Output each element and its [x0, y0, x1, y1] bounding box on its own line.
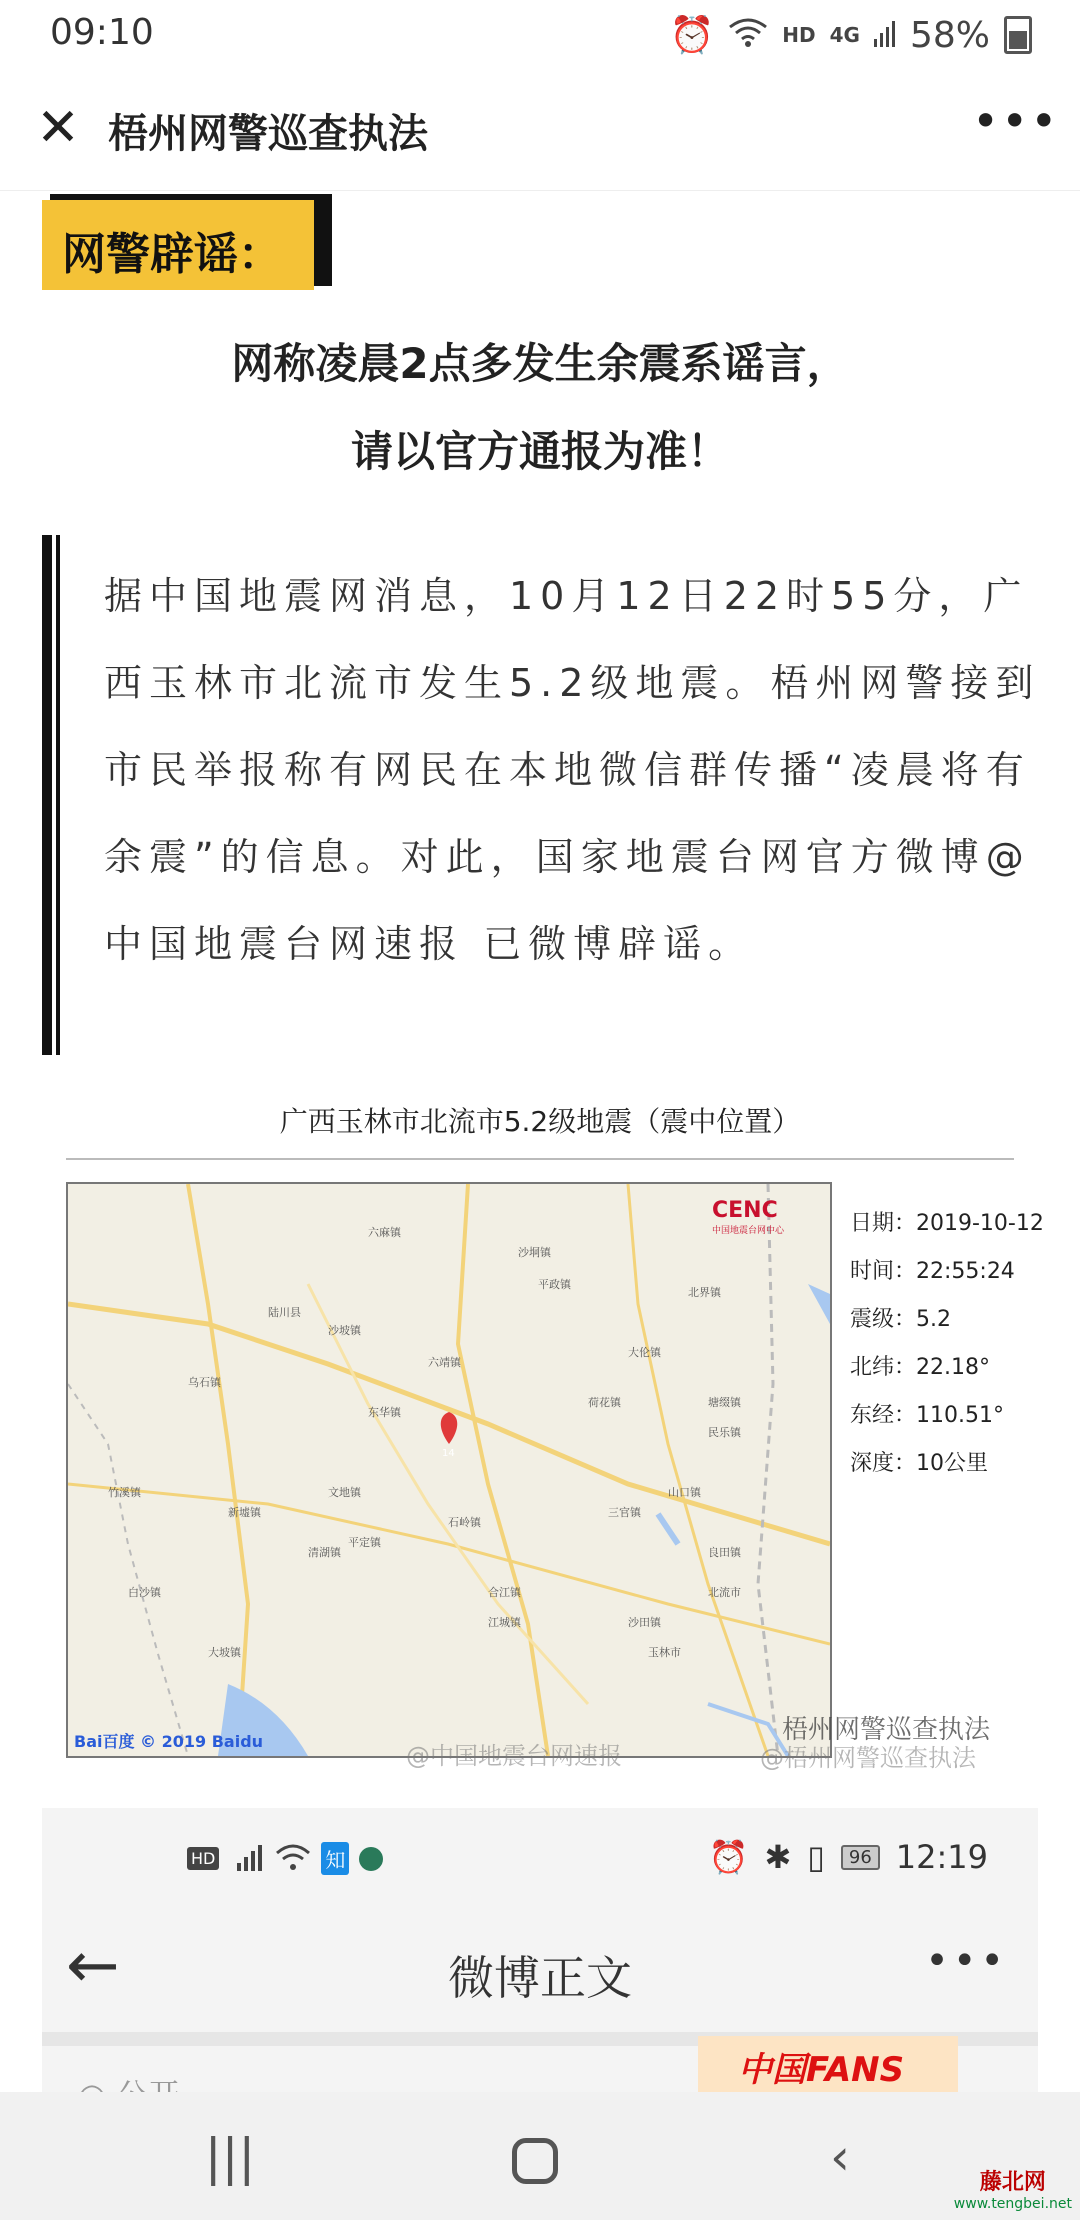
baidu-logo: Bai百度 © 2019 Baidu [74, 1732, 264, 1751]
battery-icon-embedded: 96 [841, 1845, 880, 1870]
embedded-weibo-screenshot [42, 1808, 1038, 2108]
weibo-nav-bar [42, 1908, 1038, 2032]
battery-icon [1004, 16, 1032, 54]
map-image [66, 1182, 832, 1758]
site-watermark [954, 2165, 1072, 2212]
recents-icon[interactable]: ||| [204, 2128, 256, 2186]
status-icons [669, 14, 1032, 56]
map-place-label: 大坡镇 [208, 1646, 241, 1659]
map-title: 广西玉林市北流市5.2级地震（震中位置） [279, 1105, 801, 1138]
map-place-label: 荷花镇 [588, 1396, 621, 1409]
home-icon[interactable] [495, 2122, 575, 2192]
weibo-title: 微博正文 [448, 1951, 632, 2005]
alarm-icon-embedded: ⏰ [708, 1838, 749, 1876]
article-quote [42, 535, 1041, 1055]
bluetooth-icon: ✱ [764, 1838, 792, 1876]
map-place-label: 石岭镇 [448, 1516, 481, 1529]
map-place-label: 白沙镇 [128, 1586, 161, 1599]
system-nav-bar [0, 2092, 1080, 2220]
signal-icon [874, 15, 896, 56]
site-url: www.tengbei.net [953, 2196, 1072, 2212]
embedded-status-bar [42, 1808, 1038, 1908]
map-place-label: 平政镇 [538, 1278, 571, 1291]
embedded-status-right [709, 1838, 988, 1876]
back-arrow-icon[interactable]: ← [66, 1929, 120, 2003]
vibrate-icon: ▯ [807, 1838, 825, 1876]
more-options-icon[interactable]: ••• [972, 94, 1060, 148]
headline-line-2: 请以官方通报为准！ [350, 427, 729, 476]
zhihu-icon: 知 [321, 1842, 349, 1875]
quake-magnitude: 震级：5.2 [850, 1307, 951, 1332]
map-place-label: 玉林市 [648, 1646, 681, 1659]
map-place-label: 沙田镇 [628, 1616, 661, 1629]
page-title: 梧州网警巡查执法 [108, 111, 428, 157]
earthquake-map-figure [60, 1090, 1044, 1780]
map-place-label: 北界镇 [688, 1286, 721, 1299]
embedded-status-left [187, 1842, 383, 1875]
epicenter-label: 14 [442, 1448, 455, 1459]
map-title-divider [66, 1158, 1014, 1160]
map-place-label: 北流市 [708, 1586, 741, 1599]
hd-chip-icon: HD [187, 1847, 219, 1870]
status-bar [0, 0, 1080, 70]
quake-date: 日期：2019-10-12 [850, 1211, 1044, 1236]
map-place-label: 乌石镇 [188, 1376, 221, 1389]
quote-bar-thin [56, 535, 60, 1055]
badge-text: 网警辟谣： [62, 229, 282, 280]
cenc-logo: CENC 中国地震台网中心 [712, 1198, 785, 1236]
status-time: 09:10 [50, 12, 154, 53]
map-place-label: 文地镇 [328, 1486, 361, 1499]
map-place-label: 竹溪镇 [108, 1486, 141, 1499]
headline-line-1: 网称凌晨2点多发生余震系谣言， [231, 339, 849, 388]
wifi-icon-embedded [275, 1843, 311, 1875]
site-name: 藤北网 [979, 2169, 1046, 2195]
wifi-icon [728, 15, 768, 56]
quake-time: 时间：22:55:24 [850, 1259, 1015, 1284]
app-dot-icon [359, 1847, 383, 1871]
back-icon[interactable]: ‹ [830, 2128, 850, 2186]
rumor-badge [42, 200, 324, 290]
map-place-label: 六麻镇 [368, 1226, 401, 1239]
map-place-label: 良田镇 [708, 1546, 741, 1559]
map-place-label: 合江镇 [488, 1586, 521, 1599]
watermark-main: 梧州网警巡查执法 [781, 1715, 990, 1745]
map-place-label: 平定镇 [348, 1536, 381, 1549]
map-place-label: 陆川县 [268, 1306, 301, 1319]
map-place-label: 塘缀镇 [708, 1396, 741, 1409]
title-bar [0, 70, 1080, 191]
weibo-more-icon[interactable]: ••• [925, 1938, 1008, 1984]
hd-indicator: HD [782, 23, 816, 47]
map-place-label: 大伦镇 [628, 1346, 661, 1359]
map-place-label: 三官镇 [608, 1506, 641, 1519]
watermark-wuzhou: @梧州网警巡查执法 [760, 1744, 976, 1772]
fans-banner: 中国FANS [698, 2036, 958, 2108]
quote-bar [42, 535, 52, 1055]
map-place-label: 民乐镇 [708, 1426, 741, 1439]
map-place-label: 东华镇 [368, 1406, 401, 1419]
article-headline [0, 320, 1080, 496]
map-place-label: 沙垌镇 [518, 1246, 551, 1259]
watermark-cenc: @中国地震台网速报 [406, 1742, 622, 1770]
map-roads [68, 1184, 830, 1756]
signal-4g: 4G [829, 23, 860, 47]
quake-longitude: 东经：110.51° [850, 1403, 1004, 1428]
map-place-label: 清湖镇 [308, 1546, 341, 1559]
map-place-label: 六靖镇 [428, 1356, 461, 1369]
map-place-label: 新墟镇 [228, 1506, 261, 1519]
embedded-time: 12:19 [895, 1838, 988, 1876]
alarm-icon: ⏰ [669, 15, 715, 56]
close-icon[interactable]: ✕ [36, 98, 80, 158]
map-place-label: 沙坡镇 [328, 1324, 361, 1337]
signal-icon-embedded [229, 1843, 265, 1875]
quake-info [850, 1200, 1044, 1488]
quake-depth: 深度：10公里 [850, 1451, 988, 1476]
map-place-label: 山口镇 [668, 1486, 701, 1499]
quake-latitude: 北纬：22.18° [850, 1355, 990, 1380]
article-body: 据中国地震网消息，10月12日22时55分，广西玉林市北流市发生5.2级地震。梧州网警接到市民举报称有网民在本地微信群传播“凌晨将有余震”的信息。对此，国家地震台网官方微博@中国地震台网速报 已微博辟谣。 [104, 574, 1041, 966]
battery-percent: 58% [909, 14, 990, 56]
map-place-label: 江城镇 [488, 1616, 521, 1629]
